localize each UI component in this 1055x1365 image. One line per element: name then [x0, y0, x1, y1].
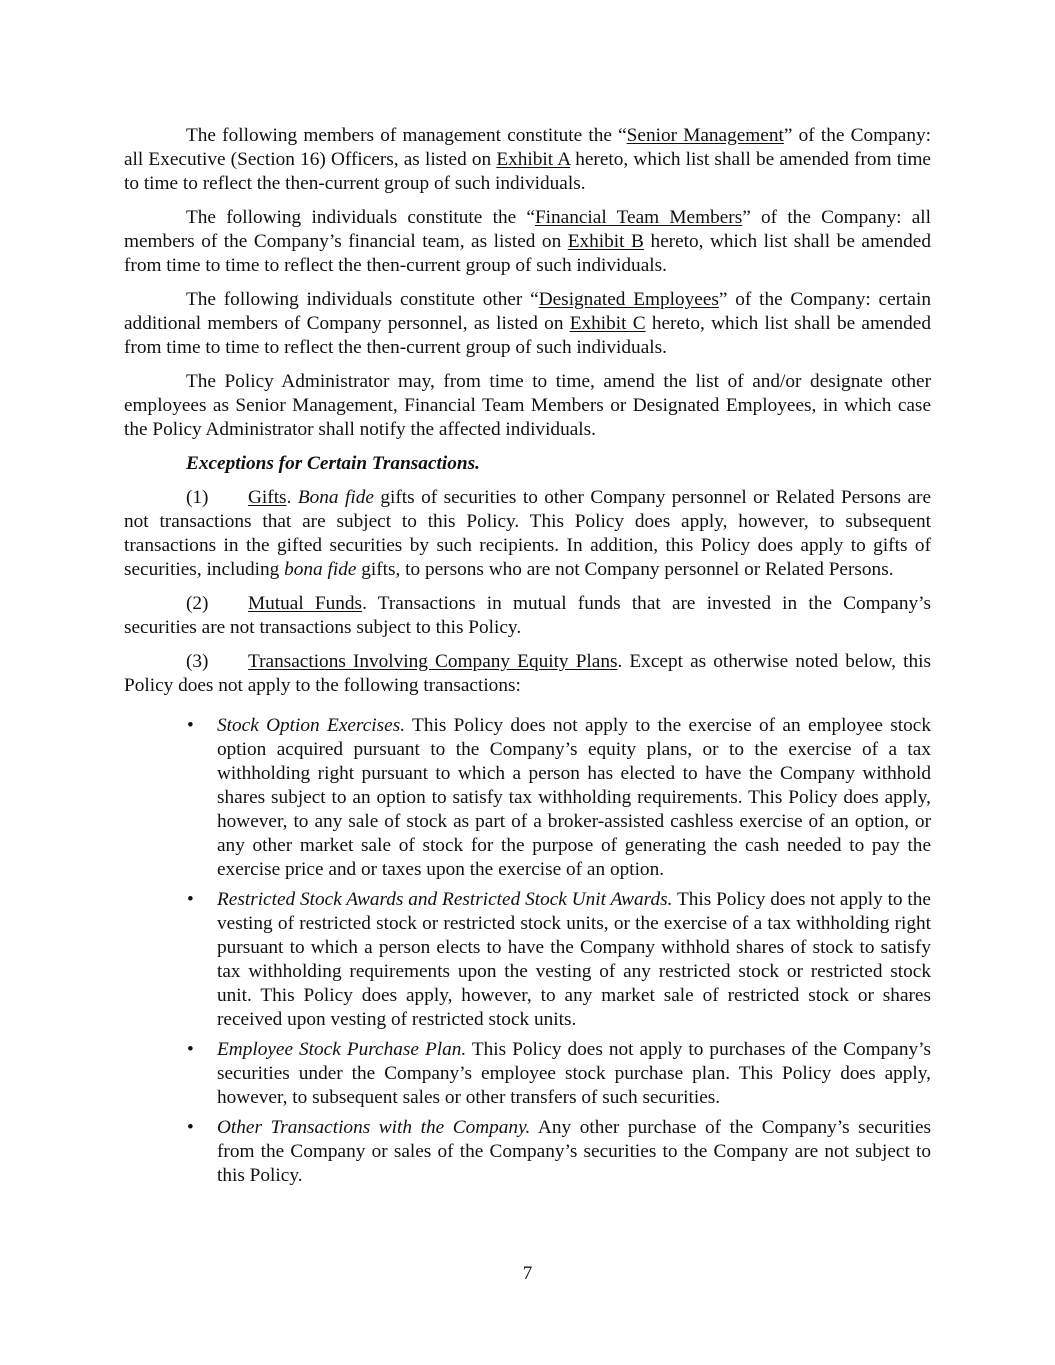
item-number: (1)	[186, 487, 209, 508]
paragraph-financial-team: The following individuals constitute the “Financial Team Members” of the Company: all members of the Company’s financial team, as listed on Exhibit B hereto, which list shall be amended from time to time to reflect the then-current group of such individuals.	[124, 207, 931, 276]
bullet-icon: •	[187, 1117, 194, 1138]
bullet-icon: •	[187, 1039, 194, 1060]
item-number: (2)	[186, 593, 209, 614]
paragraph-senior-management: The following members of management constitute the “Senior Management” of the Company: all Executive (Section 16) Officers, as listed on Exhibit A hereto, which list shall be amended from time to time to reflect the then-current group of such individuals.	[124, 125, 931, 194]
document-page	[124, 124, 931, 1194]
exception-equity-plans: (3) Transactions Involving Company Equity Plans. Except as otherwise noted below, this Policy does not apply to the following transactions:	[124, 651, 931, 696]
list-item-restricted-stock: • Restricted Stock Awards and Restricted Stock Unit Awards. This Policy does not apply to the vesting of restricted stock or restricted stock units, or the exercise of a tax withholding right pursuant to which a person elects to have the Company withhold shares of stock to satisfy tax withholding requirements upon the vesting of any restricted stock or restricted stock unit. This Policy does apply, however, to any market sale of restricted stock or shares received upon vesting of restricted stock units.	[187, 889, 931, 1030]
exception-gifts: (1) Gifts. Bona fide gifts of securities to other Company personnel or Related Persons are not transactions that are subject to this Policy. This Policy does apply, however, to subsequent transactions in the gifted securities by such recipients. In addition, this Policy does apply to gifts of securities, including bona fide gifts, to persons who are not Company personnel or Related Persons.	[124, 487, 932, 580]
term-financial-team-members: Financial Team Members	[534, 207, 743, 228]
section-heading-exceptions: Exceptions for Certain Transactions.	[186, 453, 480, 474]
exhibit-b-reference: Exhibit B	[567, 231, 644, 252]
page-number: 7	[522, 1263, 533, 1284]
list-item-other-transactions: • Other Transactions with the Company. Any other purchase of the Company’s securities from the Company or sales of the Company’s securities to the Company are not subject to this Policy.	[187, 1117, 931, 1186]
item-title-gifts: Gifts	[248, 487, 287, 508]
paragraph-designated-employees: The following individuals constitute other “Designated Employees” of the Company: certain additional members of Company personnel, as listed on Exhibit C hereto, which list shall be amended from time to time to reflect the then-current group of such individuals.	[124, 289, 932, 358]
item-title-equity-plans: Transactions Involving Company Equity Plans	[248, 651, 618, 672]
exception-mutual-funds: (2) Mutual Funds. Transactions in mutual funds that are invested in the Company’s securities are not transactions subject to this Policy.	[124, 593, 931, 638]
list-item-employee-stock-purchase-plan: • Employee Stock Purchase Plan. This Policy does not apply to purchases of the Company’s securities under the Company’s employee stock purchase plan. This Policy does apply, however, to subsequent sales or other transfers of such securities.	[187, 1039, 931, 1108]
bullet-icon: •	[187, 889, 194, 910]
term-senior-management: Senior Management	[626, 125, 784, 146]
bullet-icon: •	[187, 715, 194, 736]
equity-plan-bullet-list	[124, 714, 931, 1188]
list-item-stock-option-exercises: • Stock Option Exercises. This Policy does not apply to the exercise of an employee stock option acquired pursuant to the Company’s equity plans, or to the exercise of a tax withholding right pursuant to which a person has elected to have the Company withhold shares subject to an option to satisfy tax withholding requirements. This Policy does apply, however, to any sale of stock as part of a broker-assisted cashless exercise of an option, or any other market sale of stock for the purpose of generating the cash needed to pay the exercise price and or taxes upon the exercise of an option.	[187, 715, 931, 880]
exhibit-c-reference: Exhibit C	[569, 313, 646, 334]
paragraph-policy-administrator: The Policy Administrator may, from time to time, amend the list of and/or designate other employees as Senior Management, Financial Team Members or Designated Employees, in which case the Policy Administrator shall notify the affected individuals.	[124, 371, 931, 440]
item-title-mutual-funds: Mutual Funds	[248, 593, 363, 614]
exhibit-a-reference: Exhibit A	[496, 149, 571, 170]
term-designated-employees: Designated Employees	[538, 289, 719, 310]
item-number: (3)	[186, 651, 209, 672]
